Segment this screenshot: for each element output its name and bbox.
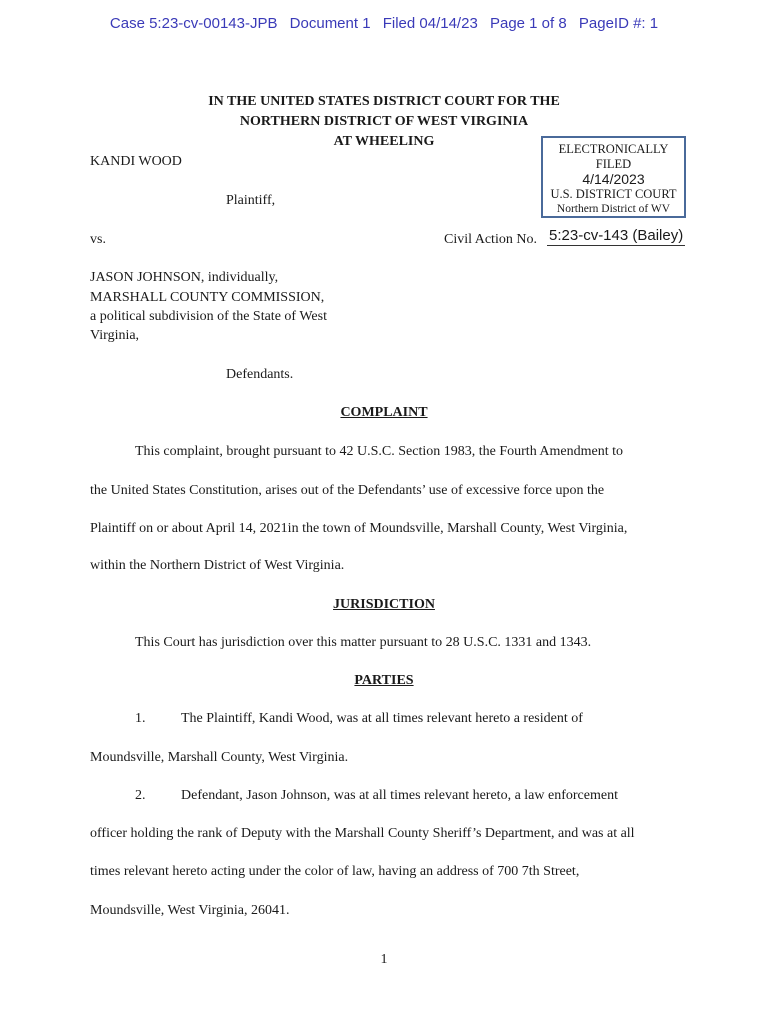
filed-date: Filed 04/14/23	[382, 15, 478, 32]
complaint-line-2: the United States Constitution, arises out of the Defendants’ use of excessive force upon the	[90, 483, 605, 498]
paragraph-1-number: 1.	[135, 711, 146, 726]
page-number: 1	[380, 952, 388, 967]
complaint-line-4: within the Northern District of West Virginia.	[90, 558, 345, 573]
court-title-line-2: NORTHERN DISTRICT OF WEST VIRGINIA	[239, 114, 529, 129]
plaintiff-label: Plaintiff,	[226, 193, 276, 208]
page-id: PageID #: 1	[578, 15, 659, 32]
stamp-line-2: FILED	[595, 157, 632, 171]
electronic-filing-stamp	[541, 136, 686, 218]
defendant-line-4: Virginia,	[90, 328, 140, 343]
stamp-line-5: Northern District of WV	[556, 203, 671, 215]
ecf-header	[0, 15, 768, 32]
paragraph-2-line-1: Defendant, Jason Johnson, was at all times relevant hereto, a law enforcement	[181, 788, 618, 803]
complaint-line-3: Plaintiff on or about April 14, 2021in the town of Moundsville, Marshall County, West Virginia,	[90, 521, 628, 536]
complaint-line-1: This complaint, brought pursuant to 42 U.S.C. Section 1983, the Fourth Amendment to	[135, 444, 624, 459]
paragraph-2-line-3: times relevant hereto acting under the color of law, having an address of 700 7th Street,	[90, 864, 580, 879]
paragraph-1-line-1: The Plaintiff, Kandi Wood, was at all times relevant hereto a resident of	[181, 711, 583, 726]
court-title-line-3: AT WHEELING	[333, 134, 435, 149]
court-title-line-1: IN THE UNITED STATES DISTRICT COURT FOR THE	[208, 94, 560, 109]
jurisdiction-line: This Court has jurisdiction over this matter pursuant to 28 U.S.C. 1331 and 1343.	[135, 635, 592, 650]
document-number: Document 1	[289, 15, 371, 32]
stamp-date: 4/14/2023	[582, 171, 645, 187]
complaint-heading: COMPLAINT	[340, 405, 428, 420]
civil-action-number: 5:23-cv-143 (Bailey)	[549, 227, 684, 244]
defendant-line-3: a political subdivision of the State of West	[90, 309, 327, 324]
paragraph-1-line-2: Moundsville, Marshall County, West Virginia.	[90, 750, 349, 765]
parties-heading: PARTIES	[354, 673, 414, 688]
civil-action-label: Civil Action No.	[444, 232, 537, 247]
paragraph-2-line-2: officer holding the rank of Deputy with the Marshall County Sheriff’s Department, and was at all	[90, 826, 635, 841]
stamp-line-4: U.S. DISTRICT COURT	[550, 187, 677, 201]
paragraph-2-number: 2.	[135, 788, 146, 803]
versus-label: vs.	[90, 232, 106, 247]
jurisdiction-heading: JURISDICTION	[333, 597, 435, 612]
defendant-line-2: MARSHALL COUNTY COMMISSION,	[90, 290, 325, 305]
plaintiff-name: KANDI WOOD	[90, 154, 182, 169]
paragraph-2-line-4: Moundsville, West Virginia, 26041.	[90, 903, 290, 918]
defendant-line-1: JASON JOHNSON, individually,	[90, 270, 279, 285]
page-count: Page 1 of 8	[489, 15, 567, 32]
defendants-label: Defendants.	[226, 367, 294, 382]
stamp-line-1: ELECTRONICALLY	[558, 142, 669, 156]
case-number: Case 5:23-cv-00143-JPB	[109, 15, 278, 32]
